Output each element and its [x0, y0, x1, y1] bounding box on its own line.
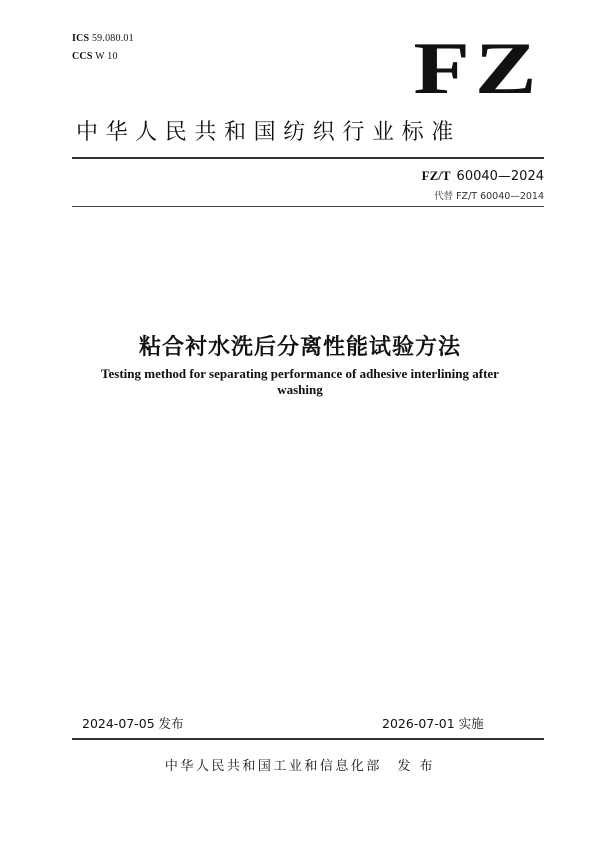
document-title-en: Testing method for separating performance of adhesive interlining after washing	[101, 366, 499, 397]
standard-category-title: 中华人民共和国纺织行业标准	[76, 120, 461, 145]
standard-number-value: 60040—2024	[456, 169, 544, 184]
middle-divider	[72, 206, 544, 207]
standard-number	[422, 168, 544, 184]
bottom-divider	[72, 738, 544, 740]
ics-code: ICS 59.080.01	[72, 33, 134, 44]
fz-logo: FZ	[413, 28, 542, 110]
top-divider	[72, 157, 544, 159]
ccs-code: CCS W 10	[72, 51, 118, 62]
standard-number-prefix: FZ/T	[421, 168, 451, 183]
issuing-authority: 中华人民共和国工业和信息化部 发 布	[164, 759, 436, 774]
publish-date: 2024-07-05 发布	[82, 716, 184, 731]
document-title-cn: 粘合衬水洗后分离性能试验方法	[138, 335, 461, 360]
implement-date: 2026-07-01 实施	[382, 716, 484, 731]
replaces-note: 代替 FZ/T 60040—2014	[434, 191, 544, 202]
